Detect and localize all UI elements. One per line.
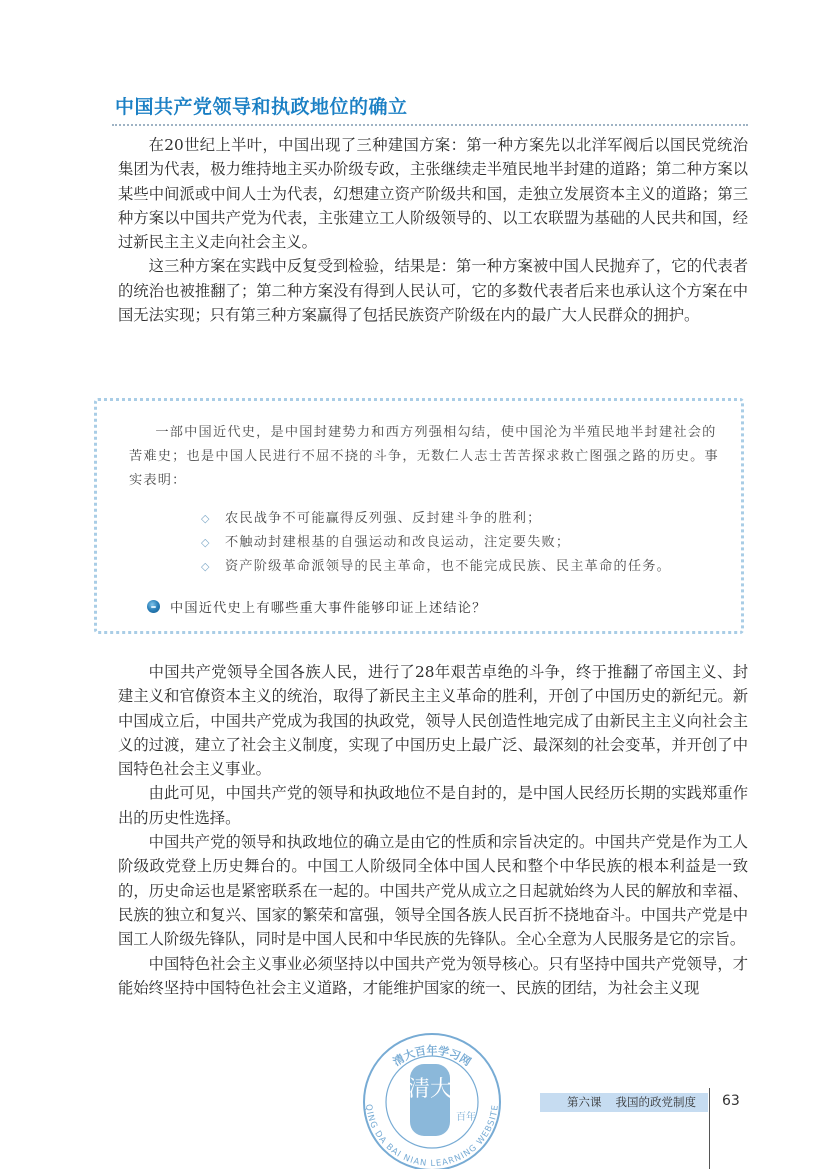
- callout-item-text: 农民战争不可能赢得反列强、反封建斗争的胜利；: [225, 511, 542, 526]
- callout-box: [94, 398, 744, 634]
- footer-chapter-band: [540, 1093, 708, 1112]
- diamond-outline-icon: ◇: [201, 512, 211, 525]
- callout-item-text: 不触动封建根基的自强运动和改良运动，注定要失败；: [225, 535, 571, 550]
- body-text-top: [118, 133, 748, 327]
- callout-list: [201, 507, 671, 579]
- callout-item-text: 资产阶级革命派领导的民主革命，也不能完成民族、民主革命的任务。: [225, 559, 672, 574]
- diamond-outline-icon: ◇: [201, 560, 211, 573]
- svg-text:清大: 清大: [407, 1077, 453, 1102]
- page-number: 63: [722, 1093, 740, 1109]
- footer-lesson: 第六课: [567, 1095, 602, 1109]
- footer-divider: [709, 1088, 710, 1169]
- paragraph: 由此可见，中国共产党的领导和执政地位不是自封的，是中国人民经历长期的实践郑重作出的历史性选择。: [118, 784, 748, 827]
- callout-question: [147, 597, 487, 616]
- globe-question-icon: [147, 600, 160, 613]
- svg-text:QING DA BAI NIAN LEARNING WEBS: QING DA BAI NIAN LEARNING WEBSITE: [363, 1103, 501, 1169]
- callout-intro: [129, 421, 719, 493]
- paragraph: 中国特色社会主义事业必须坚持以中国共产党为领导核心。只有坚持中国共产党领导，才能始终坚持中国特色社会主义道路，才能维护国家的统一、民族的团结，为社会主义现: [118, 954, 748, 997]
- callout-list-item: [201, 507, 671, 531]
- watermark-seal-icon: [348, 1030, 516, 1169]
- paragraph: 中国共产党的领导和执政地位的确立是由它的性质和宗旨决定的。中国共产党是作为工人阶级政党登上历史舞台的。中国工人阶级同全体中国人民和整个中华民族的根本利益是一致的，历史命运也是紧密联系在一起的。中国共产党从成立之日起就始终为人民的解放和幸福、民族的独立和复兴、国家的繁荣和富强，领导全国各族人民百折不挠地奋斗。中国共产党是中国工人阶级先锋队，同时是中国人民和中华民族的先锋队。全心全意为人民服务是它的宗旨。: [118, 833, 748, 949]
- callout-list-item: [201, 531, 671, 555]
- paragraph: 在20世纪上半叶，中国出现了三种建国方案：第一种方案先以北洋军阀后以国民党统治集团为代表，极力维持地主买办阶级专政，主张继续走半殖民地半封建的道路；第二种方案以某些中间派或中间人士为代表，幻想建立资产阶级共和国，走独立发展资本主义的道路；第三种方案以中国共产党为代表，主张建立工人阶级领导的、以工农联盟为基础的人民共和国，经过新民主主义走向社会主义。: [118, 136, 748, 252]
- callout-question-text: 中国近代史上有哪些重大事件能够印证上述结论？: [170, 601, 487, 616]
- section-title: 中国共产党领导和执政地位的确立: [115, 96, 408, 118]
- footer-chapter: 我国的政党制度: [615, 1095, 696, 1109]
- svg-text:百年: 百年: [456, 1112, 476, 1123]
- body-text-bottom: [118, 660, 748, 1000]
- svg-text:清大百年学习网: 清大百年学习网: [390, 1044, 474, 1069]
- callout-list-item: [201, 555, 671, 579]
- paragraph: 中国共产党领导全国各族人民，进行了28年艰苦卓绝的斗争，终于推翻了帝国主义、封建主义和官僚资本主义的统治，取得了新民主主义革命的胜利，开创了中国历史的新纪元。新中国成立后，中国共产党成为我国的执政党，领导人民创造性地完成了由新民主主义向社会主义的过渡，建立了社会主义制度，实现了中国历史上最广泛、最深刻的社会变革，并开创了中国特色社会主义事业。: [118, 663, 748, 779]
- paragraph: 这三种方案在实践中反复受到检验，结果是：第一种方案被中国人民抛弃了，它的代表者的统治也被推翻了；第二种方案没有得到人民认可，它的多数代表者后来也承认这个方案在中国无法实现；只有第三种方案赢得了包括民族资产阶级在内的最广大人民群众的拥护。: [118, 257, 748, 325]
- diamond-outline-icon: ◇: [201, 536, 211, 549]
- callout-intro-text: 一部中国近代史，是中国封建势力和西方列强相勾结，使中国沦为半殖民地半封建社会的苦难史；也是中国人民进行不屈不挠的斗争，无数仁人志士苦苦探求救亡图强之路的历史。事实表明：: [129, 425, 719, 488]
- title-dotted-rule: [112, 124, 748, 126]
